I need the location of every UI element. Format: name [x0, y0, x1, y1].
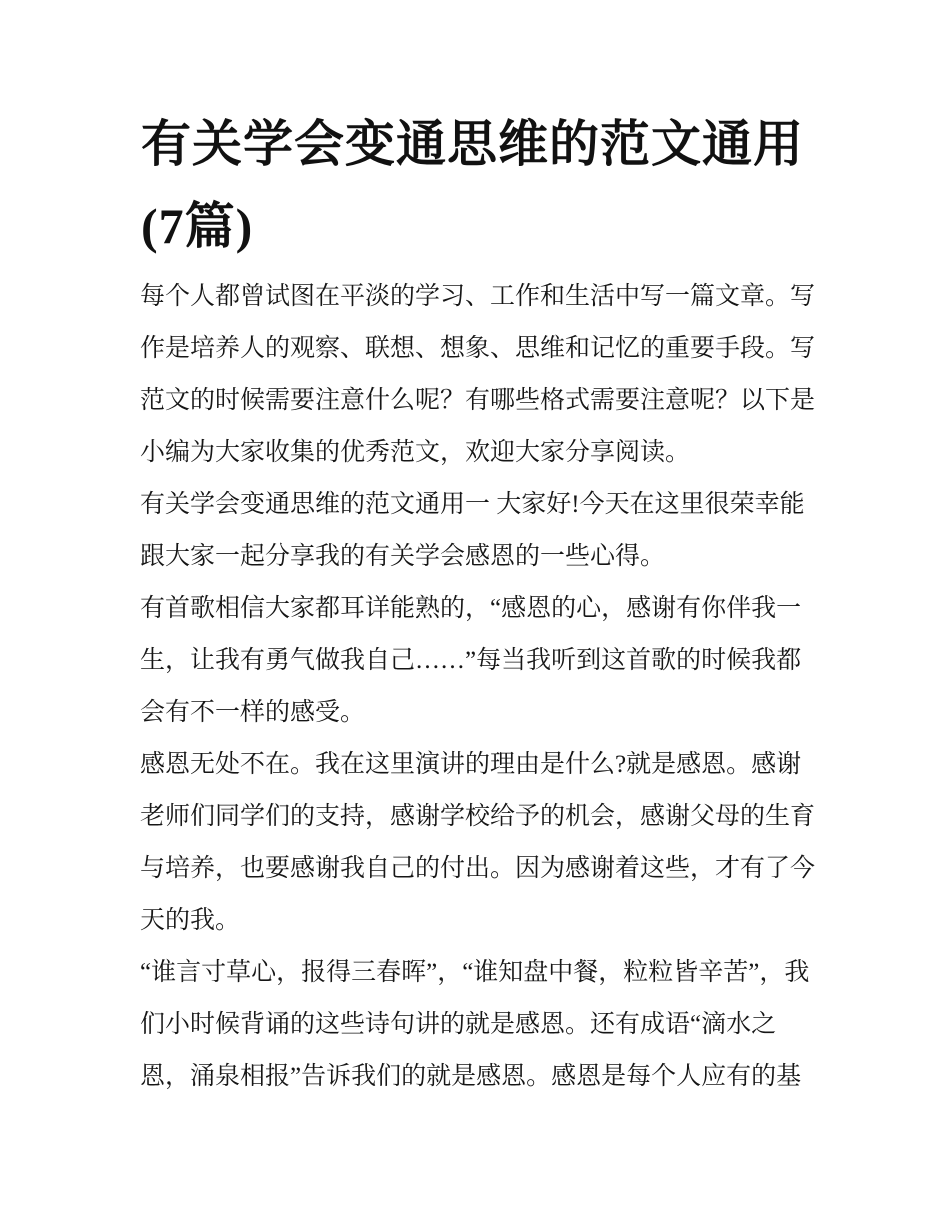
text-line-12: 与培养，也要感谢我自己的付出。因为感谢着这些，才有了今	[140, 855, 816, 882]
text-line-10: 感恩无处不在。我在这里演讲的理由是什么?就是感恩。感谢	[140, 751, 802, 778]
text-line-4: 小编为大家收集的优秀范文，欢迎大家分享阅读。	[140, 439, 691, 466]
text-line-16: 恩，涌泉相报”告诉我们的就是感恩。感恩是每个人应有的基	[140, 1063, 802, 1090]
document-body	[140, 271, 830, 1103]
text-line-2: 作是培养人的观察、联想、想象、思维和记忆的重要手段。写	[140, 335, 816, 362]
text-line-14: “谁言寸草心，报得三春晖”，“谁知盘中餐，粒粒皆辛苦”，我	[140, 959, 810, 986]
text-line-3: 范文的时候需要注意什么呢？有哪些格式需要注意呢？以下是	[140, 387, 816, 414]
text-line-5: 有关学会变通思维的范文通用一 大家好!今天在这里很荣幸能	[140, 491, 805, 518]
text-line-15: 们小时候背诵的这些诗句讲的就是感恩。还有成语“滴水之	[140, 1011, 777, 1038]
title-line-1: 有关学会变通思维的范文通用	[141, 116, 804, 172]
document-title	[141, 103, 804, 267]
text-line-11: 老师们同学们的支持，感谢学校给予的机会，感谢父母的生育	[140, 803, 816, 830]
text-line-13: 天的我。	[140, 907, 241, 934]
text-line-6: 跟大家一起分享我的有关学会感恩的一些心得。	[140, 543, 666, 570]
text-line-8: 生，让我有勇气做我自己……”每当我听到这首歌的时候我都	[140, 647, 802, 674]
text-line-9: 会有不一样的感受。	[140, 699, 366, 726]
title-line-2: (7篇)	[141, 198, 254, 254]
text-line-1: 每个人都曾试图在平淡的学习、工作和生活中写一篇文章。写	[140, 283, 816, 310]
text-line-7: 有首歌相信大家都耳详能熟的，“感恩的心，感谢有你伴我一	[140, 595, 802, 622]
